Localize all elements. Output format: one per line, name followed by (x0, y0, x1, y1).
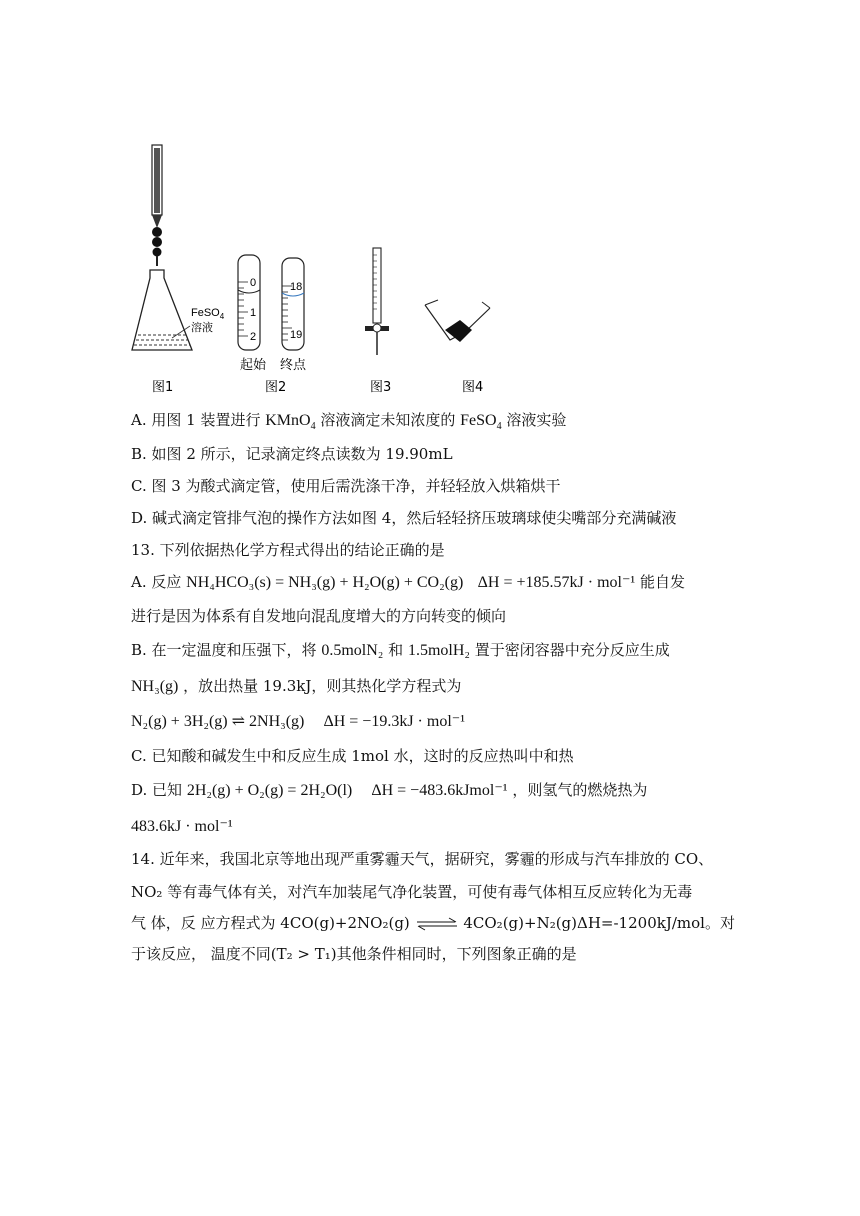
q14-line-2: NO₂ 等有毒气体有关，对汽车加装尾气净化装置，可使有毒气体相互反应转化为无毒 (131, 883, 693, 901)
fig2-start-label: 起始 (240, 358, 267, 373)
fig2-end-label: 终点 (280, 358, 307, 373)
fig2-tick-18: 18 (290, 281, 303, 293)
q13-stem: 13. 下列依据热化学方程式得出的结论正确的是 (131, 541, 445, 559)
q12-option-a: A. 用图 1 装置进行 KMnO$_4$ 溶液滴定未知浓度的 FeSO$_4$ 溶液实验 (131, 411, 567, 433)
fig2-label: 图2 (265, 380, 287, 395)
fig2-tick-2: 2 (250, 331, 257, 343)
q13-option-d-value: 483.6kJ · mol⁻¹ (131, 818, 233, 835)
equilibrium-arrow-icon (415, 917, 459, 931)
experiment-figures (120, 140, 520, 400)
fig2-tick-0: 0 (250, 277, 257, 289)
q12-option-d: D. 碱式滴定管排气泡的操作方法如图 4，然后轻轻挤压玻璃球使尖嘴部分充满碱液 (131, 509, 677, 527)
fig1-solution-label: FeSO$_4$ (191, 307, 225, 321)
fig1-label: 图1 (152, 380, 174, 395)
fig1-solution-word: 溶液 (191, 321, 213, 334)
fig3-acid-burette (365, 248, 389, 355)
fig2-tick-1: 1 (250, 307, 257, 319)
fig3-label: 图3 (370, 380, 392, 395)
q13-option-b: B. 在一定温度和压强下，将 0.5molN₂ 和 1.5molH₂ 置于密闭容器中充分反应生成 (131, 641, 670, 659)
fig4-bubble-removal (425, 300, 490, 342)
fig2-tick-19: 19 (290, 329, 303, 341)
q14-line-1: 14. 近年来，我国北京等地出现严重雾霾天气，据研究，雾霾的形成与汽车排放的 CO、 (131, 850, 714, 868)
q12-option-c: C. 图 3 为酸式滴定管，使用后需洗涤干净，并轻轻放入烘箱烘干 (131, 477, 561, 495)
q14-line-4: 于该反应， 温度不同(T₂ > T₁)其他条件相同时，下列图象正确的是 (131, 945, 577, 963)
q13-option-c: C. 已知酸和碱发生中和反应生成 1mol 水，这时的反应热叫中和热 (131, 747, 574, 765)
fig4-label: 图4 (462, 380, 484, 395)
q12-option-b: B. 如图 2 所示，记录滴定终点读数为 19.90mL (131, 445, 453, 463)
q13-option-a-cont: 进行是因为体系有自发地向混乱度增大的方向转变的倾向 (131, 607, 507, 625)
q14-line-3: 气 体，反 应方程式为 4CO(g)+2NO₂(g) 4CO₂(g)+N₂(g)ΔH=-1200kJ/mol。对 (131, 914, 735, 932)
q13-option-d: D. 已知 2H₂(g) + O₂(g) = 2H₂O(l) ΔH = −483.6kJmol⁻¹ ，则氢气的燃烧热为 (131, 781, 648, 799)
q13-option-b-cont: NH₃(g) ，放出热量 19.3kJ，则其热化学方程式为 (131, 677, 462, 695)
fig1-apparatus (132, 145, 192, 350)
q13-option-a: A. 反应 NH₄HCO₃(s) = NH₃(g) + H₂O(g) + CO₂(g) ΔH = +185.57kJ · mol⁻¹ 能自发 (131, 573, 685, 591)
q13-option-b-equation: N₂(g) + 3H₂(g) ⇌ 2NH₃(g) ΔH = −19.3kJ · mol⁻¹ (131, 713, 466, 730)
